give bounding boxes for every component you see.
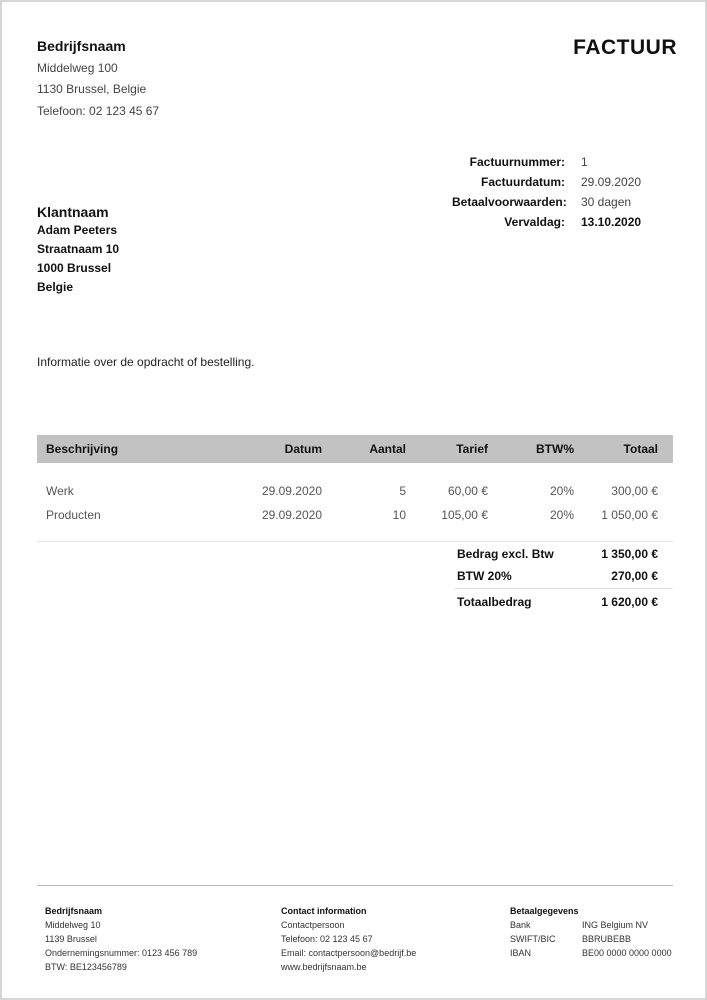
company-address-line-2: 1130 Brussel, Belgie — [37, 82, 147, 96]
meta-row-due-date — [452, 212, 672, 232]
cell-rate: 105,00 € — [441, 508, 488, 522]
meta-value: 29.09.2020 — [581, 175, 642, 189]
footer-payment-row — [510, 946, 672, 960]
footer-payment-value: BE00 0000 0000 0000 — [582, 948, 672, 958]
meta-label: Factuurdatum: — [481, 175, 565, 189]
table-header — [37, 435, 673, 463]
meta-label: Factuurnummer: — [469, 155, 565, 169]
header-description: Beschrijving — [46, 442, 119, 456]
totals-block — [454, 543, 673, 614]
footer-company — [45, 904, 197, 974]
footer-company-title: Bedrijfsnaam — [45, 906, 103, 916]
total-label: Totaalbedrag — [457, 594, 532, 609]
client-name: Adam Peeters — [37, 223, 118, 237]
total-row-vat — [454, 565, 673, 587]
footer-contact-website: www.bedrijfsnaam.be — [281, 962, 367, 972]
footer-payment-key: IBAN — [510, 948, 532, 958]
client-street: Straatnaam 10 — [37, 242, 120, 256]
invoice-meta — [452, 152, 672, 232]
cell-rate: 60,00 € — [447, 484, 488, 498]
total-row-excl-vat — [454, 543, 673, 565]
footer-company-line: Middelweg 10 — [45, 920, 101, 930]
header-vat: BTW% — [536, 442, 574, 456]
footer-contact — [281, 904, 416, 974]
header-rate: Tarief — [456, 442, 488, 456]
meta-value: 13.10.2020 — [581, 215, 642, 229]
footer-company-line: 1139 Brussel — [45, 934, 97, 944]
meta-label: Betaalvoorwaarden: — [452, 195, 567, 209]
total-value: 270,00 € — [611, 569, 658, 583]
order-info-text: Informatie over de opdracht of bestelling. — [37, 355, 255, 369]
footer-contact-line: Contactpersoon — [281, 920, 345, 930]
cell-quantity: 10 — [392, 508, 406, 522]
cell-date: 29.09.2020 — [261, 508, 322, 522]
footer-payment-row — [510, 918, 672, 932]
meta-row-invoice-date — [452, 172, 672, 192]
items-table — [37, 435, 673, 542]
company-phone: Telefoon: 02 123 45 67 — [37, 104, 160, 118]
footer-payment-value: BBRUBEBB — [582, 934, 632, 944]
footer-payment-key: SWIFT/BIC — [510, 934, 556, 944]
total-value: 1 620,00 € — [601, 594, 658, 609]
footer-payment-key: Bank — [510, 920, 531, 930]
cell-date: 29.09.2020 — [261, 484, 322, 498]
company-name: Bedrijfsnaam — [37, 38, 126, 54]
footer-payment-title: Betaalgegevens — [510, 906, 579, 916]
meta-row-payment-terms — [452, 192, 672, 212]
footer-contact-line: Telefoon: 02 123 45 67 — [281, 934, 373, 944]
total-value: 1 350,00 € — [601, 547, 658, 561]
document-title: FACTUUR — [573, 36, 677, 59]
meta-value: 1 — [581, 155, 588, 169]
meta-row-invoice-number — [452, 152, 672, 172]
company-address-line-1: Middelweg 100 — [37, 61, 118, 75]
footer-payment-row — [510, 932, 672, 946]
footer-contact-email: Email: contactpersoon@bedrijf.be — [281, 948, 417, 958]
cell-description: Werk — [46, 484, 74, 498]
footer-company-line: Ondernemingsnummer: 0123 456 789 — [45, 948, 198, 958]
client-title: Klantnaam — [37, 204, 109, 220]
table-body — [37, 463, 673, 542]
header-quantity: Aantal — [369, 442, 406, 456]
header-total: Totaal — [623, 442, 658, 456]
client-country: Belgie — [37, 280, 74, 294]
footer-payment — [510, 904, 672, 960]
cell-description: Producten — [46, 508, 101, 522]
cell-vat: 20% — [549, 484, 574, 498]
table-row — [37, 503, 673, 527]
table-row — [37, 479, 673, 503]
meta-value: 30 dagen — [581, 195, 632, 209]
footer-contact-title: Contact information — [281, 906, 367, 916]
footer-payment-value: ING Belgium NV — [582, 920, 649, 930]
total-row-grand-total — [454, 588, 673, 614]
meta-label: Vervaldag: — [504, 215, 565, 229]
cell-quantity: 5 — [399, 484, 406, 498]
client-city: 1000 Brussel — [37, 261, 112, 275]
footer-divider — [37, 885, 673, 886]
cell-total: 300,00 € — [611, 484, 658, 498]
footer-company-line: BTW: BE123456789 — [45, 962, 127, 972]
header-date: Datum — [284, 442, 322, 456]
total-label: Bedrag excl. Btw — [457, 547, 554, 561]
total-label: BTW 20% — [457, 569, 512, 583]
cell-total: 1 050,00 € — [601, 508, 658, 522]
cell-vat: 20% — [549, 508, 574, 522]
